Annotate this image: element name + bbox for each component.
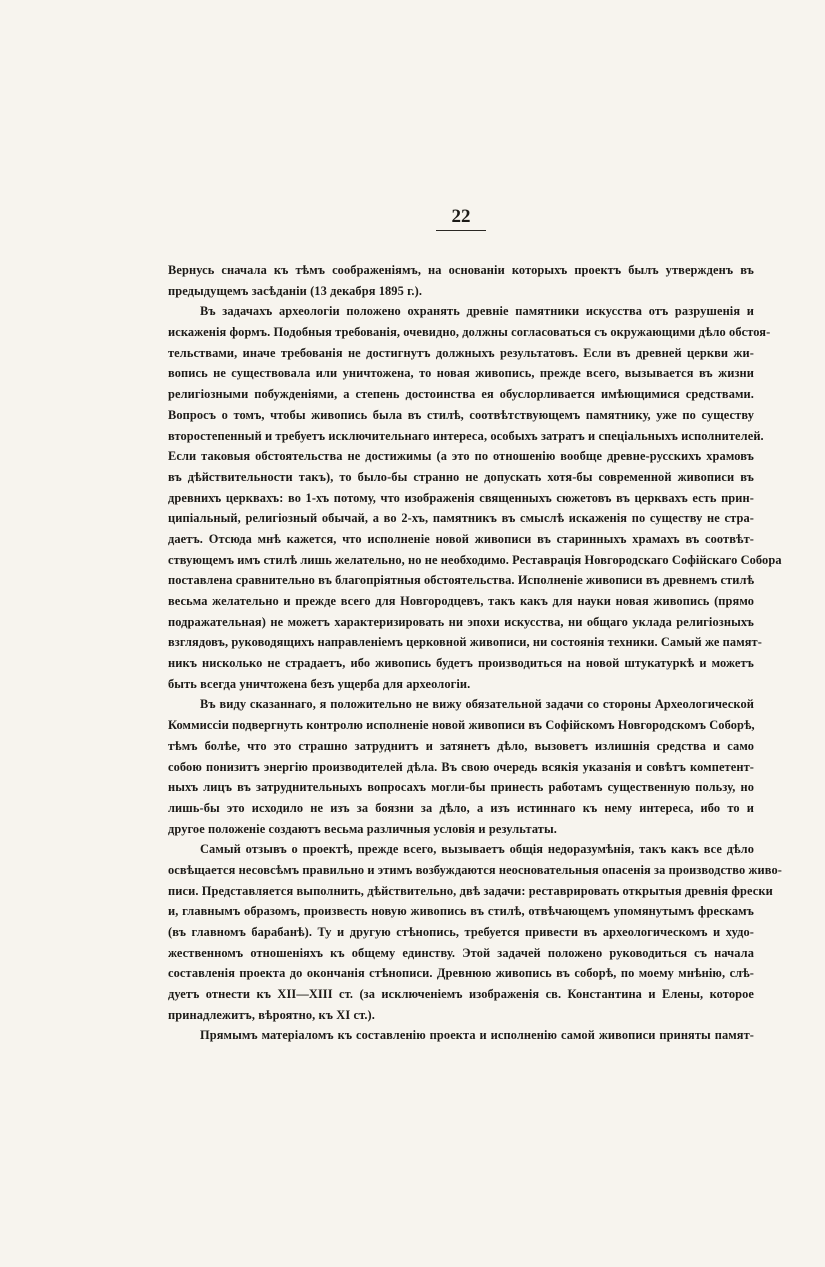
text-line: жественномъ отношеніяхъ къ общему единству. Этой задачей положено руководиться съ начала [168,945,754,960]
text-line: дуетъ отнести къ XII—XIII ст. (за исключеніемъ изображенія св. Константина и Елены, которое [168,987,754,1002]
text-line: второстепенный и требуетъ исключительнаго интереса, особыхъ затратъ и спеціальныхъ исполнителей. [168,428,764,443]
text-line: собою понизитъ энергію производителей дѣла. Въ свою очередь всякія указанія и совѣтъ компетент- [168,759,754,774]
text-line: взглядовъ, руководящихъ направленіемъ церковной живописи, ни состоянія техники. Самый же памят- [168,635,762,650]
text-line: быть всегда уничтожена безъ ущерба для археологіи. [168,676,471,691]
text-line: ципіальный, религіозный обычай, а во 2-хъ, памятникъ въ смыслѣ искаженія по существу не стра- [168,511,754,526]
text-line: поставлена сравнительно въ благопріятныя обстоятельства. Исполненіе живописи въ древнемъ стилѣ [168,573,755,588]
text-line: искаженія формъ. Подобныя требованія, очевидно, должны согласоваться съ окружающими дѣло обстоя- [168,325,771,340]
page-number: 22 [451,206,471,227]
text-line: даетъ. Отсюда мнѣ кажется, что исполненіе новой живописи въ старинныхъ храмахъ въ соотвѣт- [168,531,754,546]
text-line: религіозными побужденіями, а степень достоинства ея обуслорливается имѣющимися средствами. [168,387,754,402]
text-line: тѣмъ болѣе, что это страшно затруднитъ и затянетъ дѣло, вызоветъ излишнія средства и само [168,738,754,753]
text-line: ствующемъ имъ стилѣ лишь желательно, но не необходимо. Реставрація Новгородскаго Софійскаго Собора [168,552,782,567]
text-line: весьма желательно и прежде всего для Новгородцевъ, такъ какъ для науки новая живопись (прямо [168,594,754,608]
text-line: тельствами, иначе требованія не достигнутъ должныхъ результатовъ. Если въ древней церкви жи- [168,345,754,360]
text-line: Самый отзывъ о проектѣ, прежде всего, вызываетъ общія недоразумѣнія, такъ какъ все дѣло [200,842,754,857]
text-line: Въ задачахъ археологіи положено охранять древніе памятники искусства отъ разрушенія и [200,304,754,319]
text-line: другое положеніе создаютъ весьма различныя условія и результаты. [168,821,557,836]
text-line: (въ главномъ барабанѣ). Ту и другую стѣнопись, требуется привести въ археологическомъ и худо- [168,925,754,939]
text-line: предыдущемъ засѣданіи (13 декабря 1895 г.). [168,283,423,298]
text-line: лишь-бы это исходило не изъ за боязни за дѣло, а изъ истиннаго къ нему интереса, ибо то и [168,800,754,815]
text-line: Вернусь сначала къ тѣмъ соображеніямъ, на основаніи которыхъ проектъ былъ утвержденъ въ [168,263,754,277]
text-line: Вопросъ о томъ, чтобы живопись была въ стилѣ, соотвѣтствующемъ памятнику, уже по существу [168,407,754,422]
text-line: никъ нисколько не страдаетъ, ибо живопись будетъ производиться на новой штукатуркѣ и можетъ [168,656,754,671]
text-line: въ дѣйствительности такъ), то было-бы странно не допускать хотя-бы современной живописи въ [168,469,754,484]
page-number-rule [436,230,486,231]
text-line: освѣщается несовсѣмъ правильно и этимъ возбуждаются неосновательныя опасенія за производство живо- [168,862,782,877]
text-line: принадлежитъ, вѣроятно, къ XI ст.). [168,1007,375,1022]
text-line: Въ виду сказаннаго, я положительно не вижу обязательной задачи со стороны Археологической [200,697,754,712]
text-line: и, главнымъ образомъ, произвесть новую живопись въ стилѣ, отвѣчающемъ упомянутымъ фрескамъ [168,904,754,919]
text-line: писи. Представляется выполнить, дѣйствительно, двѣ задачи: реставрировать открытыя древнія фрески [168,883,773,898]
text-line: вопись не существовала или уничтожена, то новая живопись, прежде всего, вызывается въ жизни [168,366,754,381]
text-line: Если таковыя обстоятельства не достижимы (а это по отношенію вообще древне-русскихъ храмовъ [168,449,754,464]
body-text [168,260,782,1046]
text-line: составленія проекта до окончанія стѣнописи. Древнюю живопись въ соборѣ, по моему мнѣнію, слѣ- [168,966,754,981]
text-line: древнихъ церквахъ: во 1-хъ потому, что изображенія священныхъ сюжетовъ въ церквахъ есть прин- [168,490,754,505]
text-line: ныхъ лицъ въ затруднительныхъ вопросахъ могли-бы принесть работамъ существенную пользу, но [168,780,754,795]
text-line: Прямымъ матеріаломъ къ составленію проекта и исполненію самой живописи приняты памят- [200,1028,754,1043]
text-line: Коммиссіи подвергнуть контролю исполненіе новой живописи въ Софійскомъ Новгородскомъ Соборѣ, [168,718,755,733]
text-line: подражательная) не можетъ характеризировать ни эпохи искусства, ни общаго уклада религіозныхъ [168,614,754,629]
